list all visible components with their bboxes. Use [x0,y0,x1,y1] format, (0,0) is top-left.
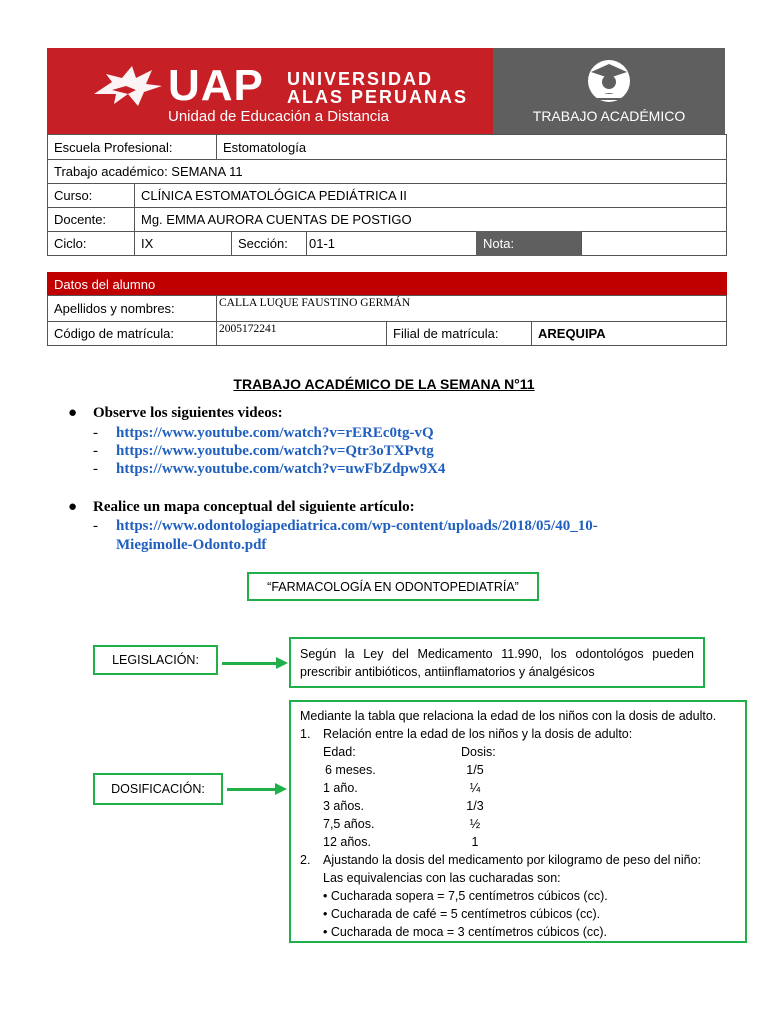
arrow-legislacion [222,662,278,665]
video-link-3[interactable]: https://www.youtube.com/watch?v=uwFbZdpw9X4 [116,461,446,477]
map-title-box: “FARMACOLOGÍA EN ODONTOPEDIATRÍA” [247,572,539,601]
dos-intro: Mediante la tabla que relaciona la edad de los niños con la dosis de adulto. [300,709,717,723]
legislacion-box: LEGISLACIÓN: [93,645,218,675]
arrow-head-icon [275,783,287,795]
dos-item1-num: 1. [300,727,311,741]
row-edad: 12 años. [323,835,371,849]
trabajo-row: Trabajo académico: SEMANA 11 [47,159,727,184]
escuela-label: Escuela Profesional: [47,134,217,160]
equiv-intro: Las equivalencias con las cucharadas son: [323,871,561,885]
article-link-line2[interactable]: Miegimolle-Odonto.pdf [116,537,267,553]
eagle-logo-icon [92,64,164,110]
dosificacion-box: DOSIFICACIÓN: [93,773,223,805]
bullet-icon: ● [68,498,78,515]
row-edad: 3 años. [323,799,365,813]
col-edad: Edad: [323,745,356,759]
dos-item1: Relación entre la edad de los niños y la dosis de adulto: [323,727,633,741]
video-link-2[interactable]: https://www.youtube.com/watch?v=Qtr3oTXPvtg [116,443,434,459]
row-edad: 1 año. [323,781,358,795]
col-dosis: Dosis: [461,745,496,759]
row-dosis: 1/5 [466,763,484,777]
legislacion-text-box: Según la Ley del Medicamento 11.990, los odontológos pueden prescribir antibióticos, antiinflamatorios y ánalgésicos [289,637,705,688]
filial-value: AREQUIPA [531,321,727,346]
page-title: TRABAJO ACADÉMICO DE LA SEMANA N°11 [233,376,535,392]
codigo-label: Código de matrícula: [47,321,217,346]
equiv-item: • Cucharada sopera = 7,5 centímetros cúbicos (cc). [323,889,608,903]
dos-item2: Ajustando la dosis del medicamento por kilogramo de peso del niño: [323,853,702,867]
unidad-text: Unidad de Educación a Distancia [168,108,389,125]
logo-alas-peruanas: ALAS PERUANAS [287,87,469,107]
video-link-1[interactable]: https://www.youtube.com/watch?v=rEREc0tg-vQ [116,425,434,441]
escuela-value: Estomatología [216,134,727,160]
seccion-value: 01-1 [306,231,477,256]
graduate-icon [577,56,641,106]
filial-label: Filial de matrícula: [386,321,532,346]
equiv-item: • Cucharada de café = 5 centímetros cúbicos (cc). [323,907,601,921]
logo-universidad: UNIVERSIDAD [287,69,434,89]
dash-icon: - [93,425,98,441]
nombres-label: Apellidos y nombres: [47,295,217,322]
nombres-value: CALLA LUQUE FAUSTINO GERMÁN [216,295,727,322]
dosificacion-text-box [289,700,747,943]
equiv-item: • Cucharada de moca = 3 centímetros cúbicos (cc). [323,925,608,939]
codigo-value: 2005172241 [216,321,387,346]
curso-value: CLÍNICA ESTOMATOLÓGICA PEDIÁTRICA II [134,183,727,208]
nota-label: Nota: [476,231,582,256]
curso-label: Curso: [47,183,135,208]
row-dosis: ½ [469,817,481,831]
videos-heading: Observe los siguientes videos: [93,405,283,421]
seccion-label: Sección: [231,231,307,256]
dash-icon: - [93,443,98,459]
nota-value [581,231,727,256]
mapa-heading: Realice un mapa conceptual del siguiente artículo: [93,499,415,515]
arrow-dosificacion [227,788,277,791]
dos-item2-num: 2. [300,853,311,867]
datos-alumno-header: Datos del alumno [47,272,727,296]
arrow-head-icon [276,657,288,669]
row-dosis: 1/3 [466,799,484,813]
ciclo-label: Ciclo: [47,231,135,256]
docente-label: Docente: [47,207,135,232]
trabajo-academico-label: TRABAJO ACADÉMICO [532,108,686,124]
article-link-line1[interactable]: https://www.odontologiapediatrica.com/wp-content/uploads/2018/05/40_10- [116,518,598,534]
row-dosis: ¼ [469,781,481,795]
row-dosis: 1 [471,835,479,849]
ciclo-value: IX [134,231,232,256]
dash-icon: - [93,518,98,534]
row-edad: 7,5 años. [323,817,375,831]
logo-uap: UAP [168,61,264,110]
row-edad: 6 meses. [325,763,376,777]
bullet-icon: ● [68,404,78,421]
dash-icon: - [93,461,98,477]
docente-value: Mg. EMMA AURORA CUENTAS DE POSTIGO [134,207,727,232]
